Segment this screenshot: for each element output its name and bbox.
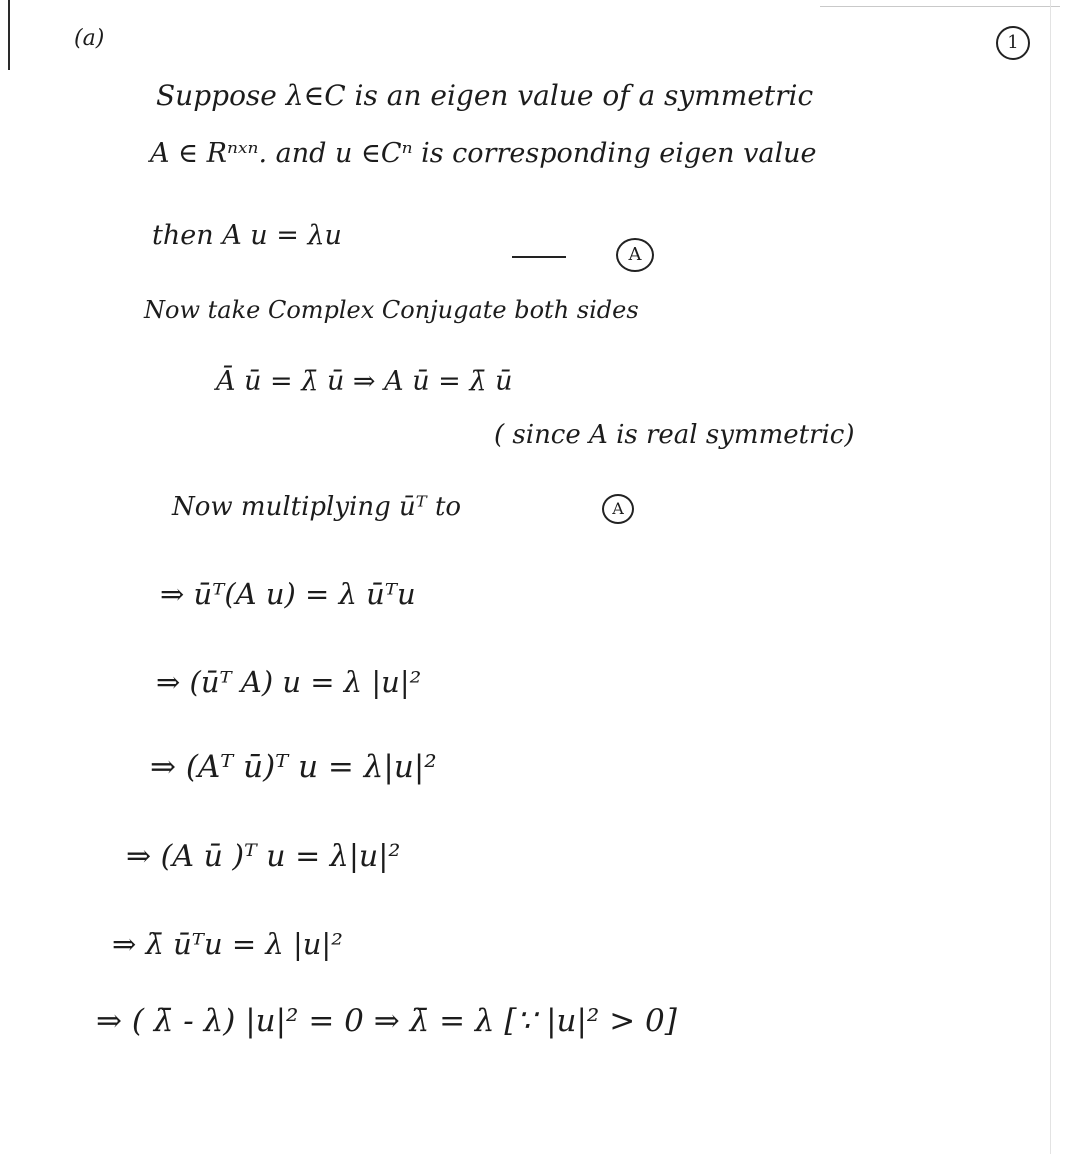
- step-6-conclusion: ⇒ ( λ̄ - λ) |u|² = 0 ⇒ λ̄ = λ [∵ |u|² > 0]: [96, 1003, 677, 1039]
- line-since-real-symmetric: ( since A is real symmetric): [494, 420, 855, 450]
- step-2: ⇒ (ūᵀ A) u = λ |u|²: [156, 665, 422, 699]
- part-label: (a): [74, 26, 105, 51]
- page-edge-top: [820, 6, 1060, 7]
- equation-dash: [512, 256, 566, 258]
- line-take-conjugate: Now take Complex Conjugate both sides: [144, 296, 639, 324]
- line-matrix-def: A ∈ Rⁿˣⁿ. and u ∈Cⁿ is corresponding eigen value: [150, 138, 817, 169]
- line-multiplying: Now multiplying ūᵀ to: [172, 492, 462, 522]
- step-3: ⇒ (Aᵀ ū)ᵀ u = λ|u|²: [150, 749, 437, 785]
- line-suppose: Suppose λ∈C is an eigen value of a symmetric: [156, 79, 814, 112]
- line-conjugate-eq: Ā ū = λ̄ ū ⇒ A ū = λ̄ ū: [216, 366, 513, 397]
- equation-tag-ref: A: [602, 494, 634, 524]
- line-eigen-equation: then A u = λu: [152, 220, 342, 251]
- step-1: ⇒ ūᵀ(A u) = λ ūᵀu: [160, 577, 416, 611]
- equation-tag-a: A: [616, 238, 654, 272]
- step-4: ⇒ (A ū )ᵀ u = λ|u|²: [126, 839, 401, 874]
- page-number-circle: 1: [996, 26, 1030, 60]
- step-5: ⇒ λ̄ ūᵀu = λ |u|²: [112, 927, 343, 961]
- page-edge-right: [1050, 0, 1051, 1154]
- page-edge-left: [8, 0, 10, 70]
